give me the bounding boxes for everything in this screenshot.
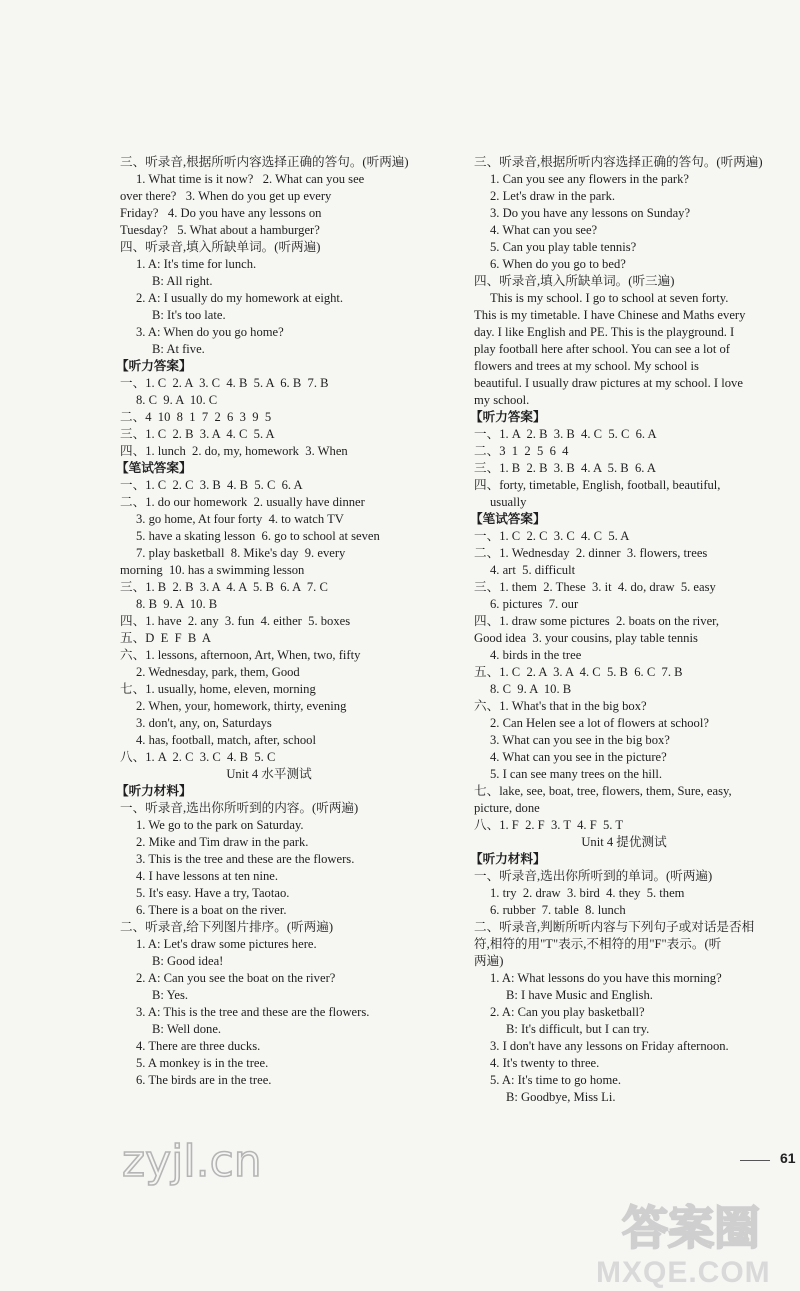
text-line: 6. The birds are in the tree. [136,1073,272,1087]
text-line: 6. pictures 7. our [490,597,579,611]
text-line: 8. C 9. A 10. C [136,393,218,407]
text-line: 1. A: Let's draw some pictures here. [136,937,317,951]
text-line: B: I have Music and English. [506,988,653,1002]
text-line: 一、1. A 2. B 3. B 4. C 5. C 6. A [474,427,657,441]
text-line: 2. Mike and Tim draw in the park. [136,835,309,849]
right-column [470,154,778,1106]
text-line: 【笔试答案】 [470,512,546,526]
text-line: 二、1. do our homework 2. usually have dinner [120,495,365,509]
text-line: 【听力材料】 [116,784,192,798]
text-line: B: It's difficult, but I can try. [506,1022,650,1036]
text-line: 一、听录音,选出你所听到的单词。(听两遍) [474,869,713,883]
text-line: 八、1. A 2. C 3. C 4. B 5. C [120,750,276,764]
text-line: 2. A: Can you see the boat on the river? [136,971,336,985]
text-line: 3. I don't have any lessons on Friday afternoon. [490,1039,729,1053]
text-line: 一、1. C 2. A 3. C 4. B 5. A 6. B 7. B [120,376,329,390]
text-line: 三、听录音,根据所听内容选择正确的答句。(听两遍) [474,155,763,169]
text-line: 【笔试答案】 [116,461,192,475]
text-line: 三、1. C 2. B 3. A 4. C 5. A [120,427,275,441]
text-line: 6. There is a boat on the river. [136,903,287,917]
text-line: 1. Can you see any flowers in the park? [490,172,689,186]
text-line: 4. art 5. difficult [490,563,576,577]
text-line: 1. A: What lessons do you have this morning? [490,971,722,985]
text-line: my school. [474,393,530,407]
text-line: 一、1. C 2. C 3. C 4. C 5. A [474,529,630,543]
text-line: 两遍) [474,954,504,968]
text-line: picture, done [474,801,540,815]
page-number: 61 [780,1150,796,1166]
text-line: 【听力答案】 [116,359,192,373]
text-line: 四、听录音,填入所缺单词。(听两遍) [120,240,321,254]
text-line: usually [490,495,527,509]
text-line: 3. don't, any, on, Saturdays [136,716,272,730]
text-line: beautiful. I usually draw pictures at my school. I love [474,376,743,390]
text-line: 二、3 1 2 5 6 4 [474,444,569,458]
text-line: 1. try 2. draw 3. bird 4. they 5. them [490,886,685,900]
text-line: B: Yes. [152,988,189,1002]
text-line: 五、1. C 2. A 3. A 4. C 5. B 6. C 7. B [474,665,683,679]
text-line: 二、听录音,判断所听内容与下列句子或对话是否相 [474,920,755,934]
text-line: 4. has, football, match, after, school [136,733,316,747]
text-line: 3. A: When do you go home? [136,325,284,339]
text-line: B: Goodbye, Miss Li. [506,1090,616,1104]
text-line: 三、1. B 2. B 3. B 4. A 5. B 6. A [474,461,656,475]
text-line: 8. C 9. A 10. B [490,682,572,696]
text-line: 3. Do you have any lessons on Sunday? [490,206,691,220]
text-line: 六、1. What's that in the big box? [474,699,647,713]
text-line: 三、1. them 2. These 3. it 4. do, draw 5. easy [474,580,716,594]
text-line: Friday? 4. Do you have any lessons on [120,206,322,220]
text-line: over there? 3. When do you get up every [120,189,332,203]
text-line: 四、听录音,填入所缺单词。(听三遍) [474,274,675,288]
text-line: 4. birds in the tree [490,648,582,662]
text-line: 2. A: I usually do my homework at eight. [136,291,344,305]
text-line: Unit 4 提优测试 [581,835,667,849]
text-line: 二、4 10 8 1 7 2 6 3 9 5 [120,410,272,424]
text-line: day. I like English and PE. This is the playground. I [474,325,735,339]
zyjl-watermark-logo [118,1132,288,1187]
text-line: 六、1. lessons, afternoon, Art, When, two, fifty [120,648,361,662]
text-line: B: At five. [152,342,205,356]
text-line: Unit 4 水平测试 [226,767,312,781]
text-line: 3. What can you see in the big box? [490,733,670,747]
text-line: 八、1. F 2. F 3. T 4. F 5. T [474,818,624,832]
text-line: 5. A monkey is in the tree. [136,1056,269,1070]
zyjl-watermark-text: zyjl.cn [122,1136,262,1187]
text-line: 4. I have lessons at ten nine. [136,869,278,883]
text-line: 5. have a skating lesson 6. go to school at seven [136,529,380,543]
text-line: 四、1. have 2. any 3. fun 4. either 5. boxes [120,614,351,628]
text-line: 5. I can see many trees on the hill. [490,767,663,781]
text-line: 四、1. draw some pictures 2. boats on the river, [474,614,720,628]
text-line: Tuesday? 5. What about a hamburger? [120,223,320,237]
text-line: 一、听录音,选出你所听到的内容。(听两遍) [120,801,359,815]
answer-circle-logo-text: 答案圈 [622,1201,760,1255]
text-line: 【听力材料】 [470,852,546,866]
text-line: This is my school. I go to school at seven forty. [490,291,729,305]
text-line: Good idea 3. your cousins, play table tennis [474,631,698,645]
text-line: 四、forty, timetable, English, football, beautiful, [474,478,721,492]
text-line: 四、1. lunch 2. do, my, homework 3. When [120,444,348,458]
text-line: 二、听录音,给下列图片排序。(听两遍) [120,920,334,934]
text-line: 五、D E F B A [120,631,211,645]
text-line: 1. What time is it now? 2. What can you see [136,172,365,186]
text-line: 【听力答案】 [470,410,546,424]
text-line: B: Good idea! [152,954,224,968]
text-line: 4. It's twenty to three. [490,1056,600,1070]
text-line: 6. rubber 7. table 8. lunch [490,903,626,917]
text-line: 6. When do you go to bed? [490,257,626,271]
text-line: 4. There are three ducks. [136,1039,261,1053]
text-line: 符,相符的用"T"表示,不相符的用"F"表示。(听 [474,937,722,951]
text-line: This is my timetable. I have Chinese and Maths every [474,308,746,322]
text-line: 4. What can you see? [490,223,598,237]
text-line: 二、1. Wednesday 2. dinner 3. flowers, trees [474,546,708,560]
text-line: 8. B 9. A 10. B [136,597,218,611]
text-line: 2. When, your, homework, thirty, evening [136,699,347,713]
text-line: 1. A: It's time for lunch. [136,257,257,271]
text-line: B: All right. [152,274,213,288]
text-line: flowers and trees at my school. My school is [474,359,699,373]
text-line: 一、1. C 2. C 3. B 4. B 5. C 6. A [120,478,303,492]
text-line: B: Well done. [152,1022,222,1036]
left-column [116,154,422,1089]
text-line: play football here after school. You can see a lot of [474,342,730,356]
text-line: 7. play basketball 8. Mike's day 9. every [136,546,346,560]
text-line: morning 10. has a swimming lesson [120,563,305,577]
text-line: 七、1. usually, home, eleven, morning [120,682,316,696]
text-line: 2. Wednesday, park, them, Good [136,665,300,679]
text-line: 2. Can Helen see a lot of flowers at school? [490,716,709,730]
text-line: 1. We go to the park on Saturday. [136,818,304,832]
text-line: 三、听录音,根据所听内容选择正确的答句。(听两遍) [120,155,409,169]
text-line: 4. What can you see in the picture? [490,750,667,764]
page-number-rule [740,1160,770,1161]
text-line: 5. Can you play table tennis? [490,240,637,254]
text-line: 5. A: It's time to go home. [490,1073,621,1087]
mxqe-watermark-text: MXQE.COM [596,1256,771,1289]
text-line: 三、1. B 2. B 3. A 4. A 5. B 6. A 7. C [120,580,328,594]
text-line: B: It's too late. [152,308,226,322]
text-line: 5. It's easy. Have a try, Taotao. [136,886,290,900]
text-line: 2. A: Can you play basketball? [490,1005,645,1019]
text-line: 3. A: This is the tree and these are the flowers. [136,1005,370,1019]
text-line: 七、lake, see, boat, tree, flowers, them, Sure, easy, [474,784,732,798]
text-line: 3. go home, At four forty 4. to watch TV [136,512,344,526]
text-line: 2. Let's draw in the park. [490,189,616,203]
text-line: 3. This is the tree and these are the flowers. [136,852,355,866]
